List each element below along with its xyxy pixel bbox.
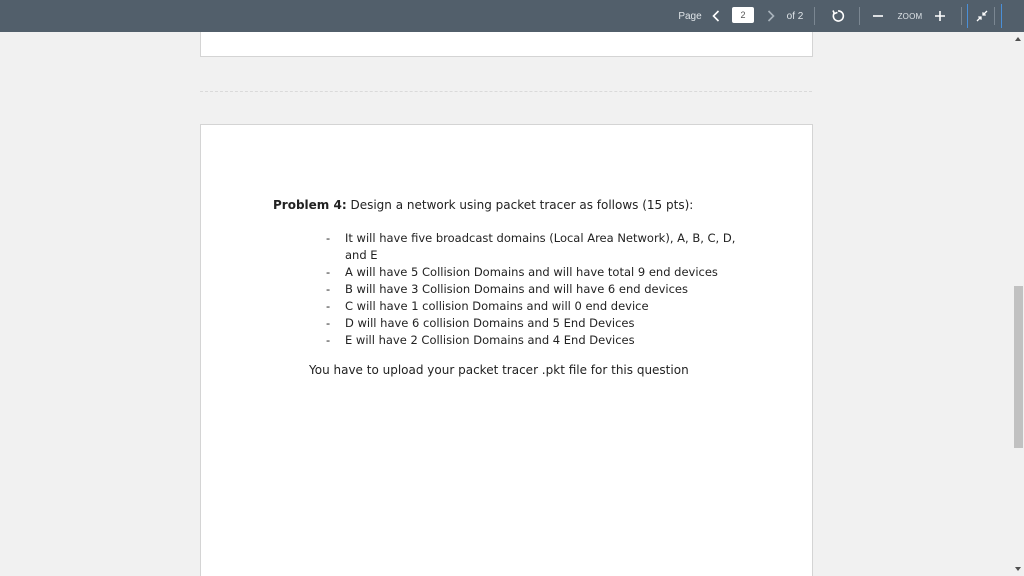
focus-indicator: [967, 4, 968, 28]
triangle-down-icon: [1015, 567, 1021, 571]
bullet-dash: -: [326, 299, 331, 313]
document-viewport[interactable]: [0, 32, 1012, 576]
page-label: Page: [678, 10, 702, 22]
list-item: [326, 264, 746, 281]
previous-page-button[interactable]: [707, 0, 725, 32]
viewer-toolbar: [0, 0, 1024, 32]
scrollbar-thumb[interactable]: [1014, 286, 1023, 448]
scroll-up-button[interactable]: [1012, 34, 1024, 44]
zoom-label: ZOOM: [897, 11, 923, 21]
rotate-button[interactable]: [827, 0, 849, 32]
list-item: [326, 230, 746, 264]
toolbar-divider: [961, 7, 962, 25]
toolbar-divider: [994, 7, 995, 25]
exit-fullscreen-button[interactable]: [972, 0, 992, 32]
bullet-dash: -: [326, 265, 331, 279]
list-item: [326, 315, 746, 332]
problem-text: Design a network using packet tracer as follows (15 pts):: [346, 198, 694, 212]
chevron-right-icon: [767, 10, 775, 22]
problem-heading: [273, 198, 693, 212]
triangle-up-icon: [1015, 37, 1021, 41]
next-page-button[interactable]: [762, 0, 780, 32]
list-item-text: A will have 5 Collision Domains and will have total 9 end devices: [345, 265, 718, 279]
page-separator: [200, 91, 812, 92]
list-item: [326, 281, 746, 298]
list-item-text: E will have 2 Collision Domains and 4 End Devices: [345, 333, 635, 347]
page-number-input[interactable]: [732, 7, 754, 23]
zoom-in-button[interactable]: [932, 0, 948, 32]
exit-fullscreen-icon: [976, 10, 988, 22]
scroll-down-button[interactable]: [1012, 564, 1024, 574]
list-item-text: C will have 1 collision Domains and will 0 end device: [345, 299, 649, 313]
toolbar-divider: [814, 7, 815, 25]
document-page-1: [200, 32, 813, 57]
minus-icon: [873, 11, 883, 21]
problem-label: Problem 4:: [273, 198, 347, 212]
focus-indicator: [1001, 4, 1002, 28]
bullet-dash: -: [326, 282, 331, 296]
upload-note: You have to upload your packet tracer .pkt file for this question: [309, 363, 689, 377]
list-item-text: D will have 6 collision Domains and 5 End Devices: [345, 316, 635, 330]
list-item-text: It will have five broadcast domains (Local Area Network), A, B, C, D, and E: [345, 231, 736, 262]
toolbar-divider: [859, 7, 860, 25]
list-item-text: B will have 3 Collision Domains and will have 6 end devices: [345, 282, 688, 296]
bullet-dash: -: [326, 231, 331, 245]
list-item: [326, 298, 746, 315]
requirements-list: [326, 230, 746, 349]
rotate-icon: [831, 9, 845, 23]
document-page-2: [200, 124, 813, 576]
bullet-dash: -: [326, 316, 331, 330]
zoom-out-button[interactable]: [870, 0, 886, 32]
list-item: [326, 332, 746, 349]
total-pages-label: of 2: [786, 10, 804, 22]
plus-icon: [935, 11, 945, 21]
vertical-scrollbar[interactable]: [1012, 32, 1024, 576]
chevron-left-icon: [712, 10, 720, 22]
bullet-dash: -: [326, 333, 331, 347]
